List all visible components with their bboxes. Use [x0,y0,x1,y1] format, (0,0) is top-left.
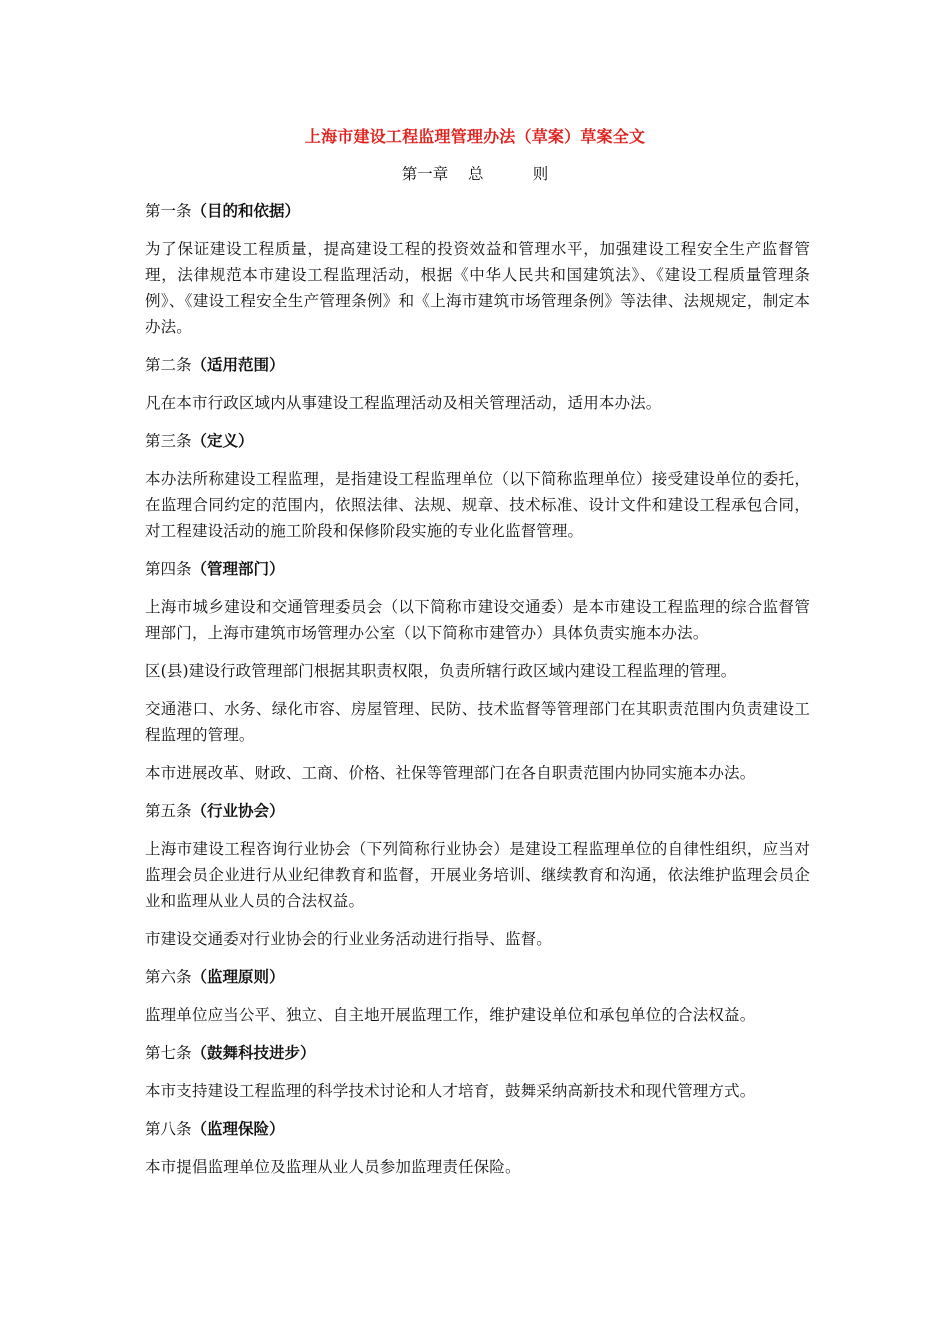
document-title: 上海市建设工程监理管理办法（草案）草案全文 [304,127,646,146]
article-heading [145,798,810,824]
article-paragraph: 本市支持建设工程监理的科学技术讨论和人才培育，鼓舞采纳高新技术和现代管理方式。 [145,1082,756,1100]
article-number: 第四条 [145,560,192,578]
article-title: （适用范围） [191,355,285,374]
article-paragraph: 监理单位应当公平、独立、自主地开展监理工作，维护建设单位和承包单位的合法权益。 [145,1006,756,1024]
article-heading [145,428,810,454]
article-title: （定义） [191,431,254,450]
article-paragraph: 上海市建设工程咨询行业协会（下列简称行业协会）是建设工程监理单位的自律性组织，应当对监理会员企业进行从业纪律教育和监督，开展业务培训、继续教育和沟通，依法维护监理会员企业和监理从业人员的合法权益。 [145,840,810,910]
article-paragraph: 本办法所称建设工程监理，是指建设工程监理单位（以下简称监理单位）接受建设单位的委托，在监理合同约定的范围内，依照法律、法规、规章、技术标准、设计文件和建设工程承包合同，对工程建设活动的施工阶段和保修阶段实施的专业化监督管理。 [145,470,810,540]
article-title: （行业协会） [191,801,285,820]
article-heading [145,352,810,378]
article-heading [145,964,810,990]
article-number: 第七条 [145,1044,192,1062]
document-body [145,198,810,1192]
chapter-heading: 第一章 总 则 [401,165,549,183]
article-title: （监理原则） [191,967,285,986]
article-title: （监理保险） [191,1119,285,1138]
article-paragraph: 为了保证建设工程质量，提高建设工程的投资效益和管理水平，加强建设工程安全生产监督管理，法律规范本市建设工程监理活动，根据《中华人民共和国建筑法》、《建设工程质量管理条例》、《建设工程安全生产管理条例》和《上海市建筑市场管理条例》等法律、法规规定，制定本办法。 [145,240,810,336]
article-number: 第八条 [145,1120,192,1138]
article-paragraph: 本市进展改革、财政、工商、价格、社保等管理部门在各自职责范围内协同实施本办法。 [145,764,756,782]
article-number: 第三条 [145,432,192,450]
article-title: （鼓舞科技进步） [191,1043,316,1062]
article-number: 第五条 [145,802,192,820]
article-number: 第六条 [145,968,192,986]
article-paragraph: 交通港口、水务、绿化市容、房屋管理、民防、技术监督等管理部门在其职责范围内负责建设工程监理的管理。 [145,700,810,744]
article-heading [145,1040,810,1066]
article-paragraph: 区(县)建设行政管理部门根据其职责权限，负责所辖行政区域内建设工程监理的管理。 [145,662,737,680]
article-paragraph: 上海市城乡建设和交通管理委员会（以下简称市建设交通委）是本市建设工程监理的综合监督管理部门，上海市建筑市场管理办公室（以下简称市建管办）具体负责实施本办法。 [145,598,810,642]
article-heading [145,198,810,224]
article-heading [145,556,810,582]
article-title: （管理部门） [191,559,285,578]
article-paragraph: 本市提倡监理单位及监理从业人员参加监理责任保险。 [145,1158,521,1176]
article-heading [145,1116,810,1142]
article-title: （目的和依据） [191,201,301,220]
article-paragraph: 市建设交通委对行业协会的行业业务活动进行指导、监督。 [145,930,552,948]
article-number: 第二条 [145,356,192,374]
article-paragraph: 凡在本市行政区域内从事建设工程监理活动及相关管理活动，适用本办法。 [145,394,662,412]
article-number: 第一条 [145,202,192,220]
